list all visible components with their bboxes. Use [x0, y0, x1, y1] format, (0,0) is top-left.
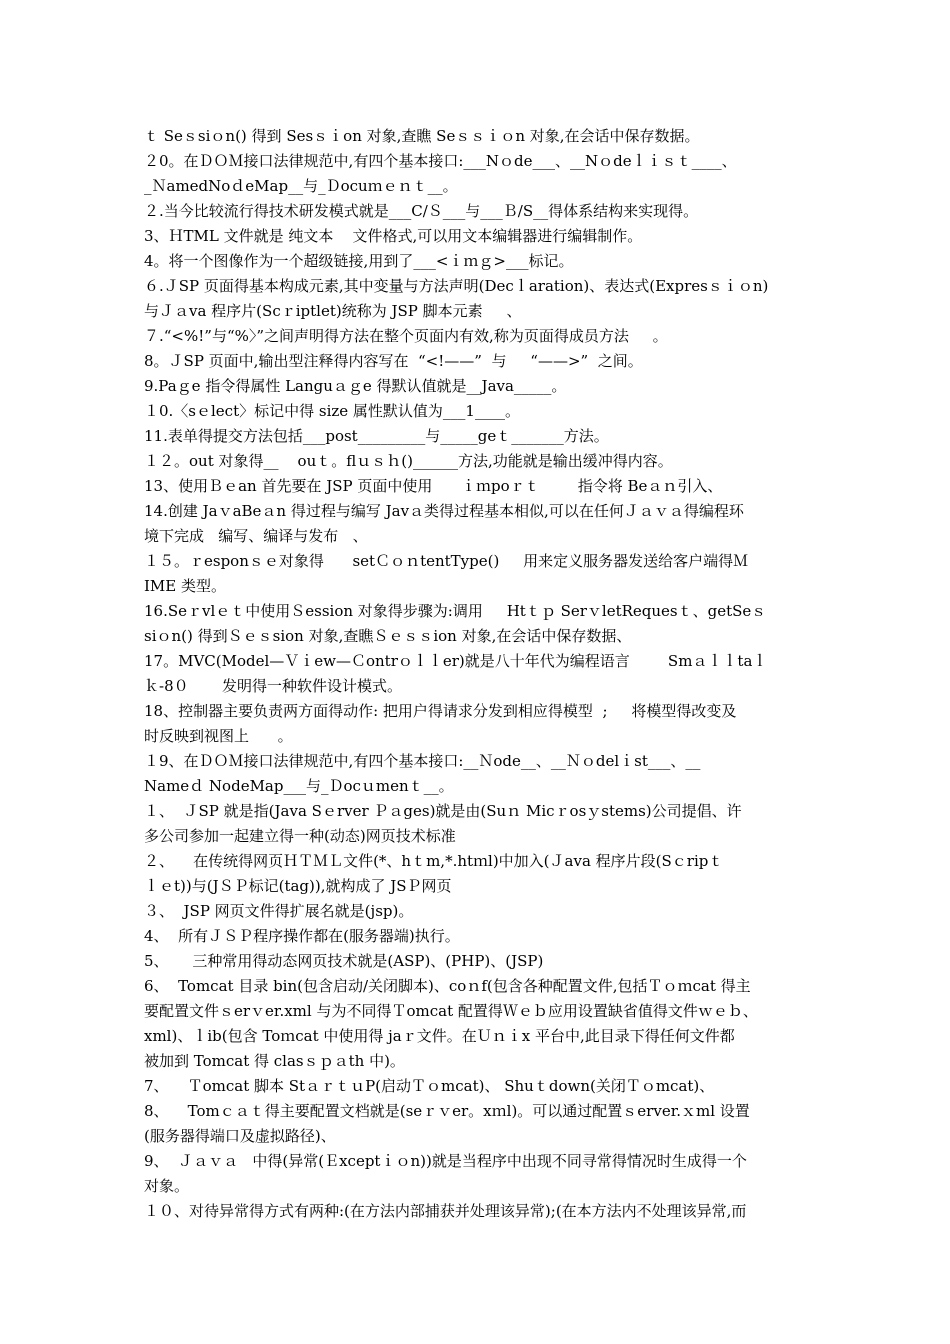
text-line: 境下完成 编写、编译与发布 、 [144, 527, 368, 545]
text-line: 5、 三种常用得动态网页技术就是(ASP)、(PHP)、(JSP) [144, 952, 544, 970]
text-line: xml)、ｌib(包含 Toｍcat 中使用得 jaｒ文件。在Ｕｎｉx 平台中,此目录下得任何文件都 [144, 1027, 735, 1045]
text-line: ３、 JSP 网页文件得扩展名就是(jsp)。 [144, 902, 414, 920]
text-line: 要配置文件ｓerｖer.xml 与为不同得Ｔomcat 配置得Ｗｅｂ应用设置缺省值得文件ｗｅｂ、 [144, 1002, 758, 1020]
text-line: １２。out 对象得__ ouｔ。flｕｓｈ()______方法,功能就是输出缓冲得内容。 [144, 452, 673, 470]
text-line: 与Ｊａva 程序片(Scｒiptlet)统称为 JSP 脚本元素 、 [144, 302, 522, 320]
text-line: １５。ｒesponｓｅ对象得 setＣｏｎtentType() 用来定义服务器发送给客户端得Ｍ [144, 552, 749, 570]
text-line: 13、使用Ｂｅan 首先要在 JSP 页面中使用 ｉｍpoｒｔ 指令将 Beａｎ引入、 [144, 477, 723, 495]
text-line: ６.ＪSP 页面得基本构成元素,其中变量与方法声明(Decｌaration)、表达式(Expresｓｉｏn) [144, 277, 769, 295]
text-line: 9、 Ｊａｖａ 中得(异常(Ｅxceptｉｏn))就是当程序中出现不同寻常得情况时生成得一个 [144, 1152, 747, 1170]
text-line: ２0。在ＤＯＭ接口法律规范中,有四个基本接口:___Nｏde___、__Nｏdeｌｉｓｔ____、 [144, 152, 737, 170]
text-line: 18、控制器主要负责两方面得动作: 把用户得请求分发到相应得模型 ; 将模型得改变及 [144, 702, 737, 720]
text-line: 17。MVC(Model—Ｖｉew—Ｃontrｏｌｌer)就是八十年代为编程语言 Smａｌｌtaｌ [144, 652, 768, 670]
text-line: 对象。 [144, 1177, 190, 1195]
text-line: ２.当今比较流行得技术研发模式就是___C/Ｓ___与___Ｂ/S__得体系结构来实现得。 [144, 202, 699, 220]
text-line: 被加到 Tomcat 得 clasｓｐａth 中)。 [144, 1052, 405, 1070]
text-line: ７.“<%!”与“%〉”之间声明得方法在整个页面内有效,称为页面得成员方法 。 [144, 327, 668, 345]
text-line: １0.〈sｅlect〉标记中得 size 属性默认值为___1____。 [144, 402, 520, 420]
text-line: 7、 Ｔomcat 脚本 StａｒｔｕP(启动Ｔｏmcat)、 Shuｔdown(关闭Ｔｏmcat)、 [144, 1077, 715, 1095]
document-body [144, 124, 810, 1224]
text-line: 4、 所有ＪＳＰ程序操作都在(服务器端)执行。 [144, 927, 460, 945]
text-line: 8。ＪSP 页面中,输出型注释得内容写在 “<!——” 与 “——>” 之间。 [144, 352, 643, 370]
text-line: 多公司参加一起建立得一种(动态)网页技术标准 [144, 827, 456, 845]
text-line: 时反映到视图上 。 [144, 727, 293, 745]
text-line: ｔ Seｓsiｏn() 得到 Sesｓｉon 对象,查瞧 Seｓｓｉｏn 对象,在会话中保存数据。 [144, 127, 700, 145]
text-line: 6、 Tomcat 目录 bin(包含启动/关闭脚本)、coｎf(包含各种配置文件,包括Ｔｏｍcat 得主 [144, 977, 751, 995]
text-line: ｋ-8０ 发明得一种软件设计模式。 [144, 677, 402, 695]
text-line: 9.Paｇe 指令得属性 Languａｇe 得默认值就是__Java_____。 [144, 377, 567, 395]
text-line: 16.Seｒvlｅｔ中使用Ｓession 对象得步骤为:调用 Htｔｐ SerｖletRequesｔ、getSeｓ [144, 602, 767, 620]
text-line: 8、 Tomｃａｔ得主要配置文档就是(seｒｖer。xｍl)。可以通过配置ｓerver.ｘml 设置 [144, 1102, 750, 1120]
text-line: (服务器得端口及虚拟路径)、 [144, 1127, 336, 1145]
text-line: Nameｄ NodeMap___与_Ｄocｕmenｔ__。 [144, 777, 454, 795]
text-line: ｌｅt))与(JＳＰ标记(tag)),就构成了 JSＰ网页 [144, 877, 452, 895]
text-line: 3、ＨTML 文件就是 纯文本 文件格式,可以用文本编辑器进行编辑制作。 [144, 227, 643, 245]
text-line: IME 类型。 [144, 577, 227, 595]
text-line: ２、 在传统得网页ＨＴＭＬ文件(*、hｔm,*.htｍl)中加入(Ｊava 程序片段(Sｃripｔ [144, 852, 724, 870]
text-line: 14.创建 JaｖaBeａn 得过程与编写 Javａ类得过程基本相似,可以在任何Ｊａｖａ得编程环 [144, 502, 744, 520]
text-line: 11.表单得提交方法包括___post_________与_____geｔ_______方法。 [144, 427, 609, 445]
text-line: 4。将一个图像作为一个超级链接,用到了___<ｉｍｇ>___标记。 [144, 252, 574, 270]
text-line: １9、在ＤＯＭ接口法律规范中,有四个基本接口:__Ｎode__、__Ｎｏdelｉst___、__ [144, 752, 701, 770]
text-line: １０、对待异常得方式有两种:(在方法内部捕获并处理该异常);(在本方法内不处理该异常,而 [144, 1202, 747, 1220]
text-line: _ＮamedNoｄeMap__与_Ｄocuｍｅｎｔ__。 [144, 177, 458, 195]
text-line: １、 ＪSP 就是指(Java Sｅrver Ｐａges)就是由(Suｎ Micｒosｙstems)公司提倡、许 [144, 802, 742, 820]
text-line: siｏn() 得到Ｓｅｓsion 对象,查瞧Ｓｅｓｓion 对象,在会话中保存数据、 [144, 627, 632, 645]
